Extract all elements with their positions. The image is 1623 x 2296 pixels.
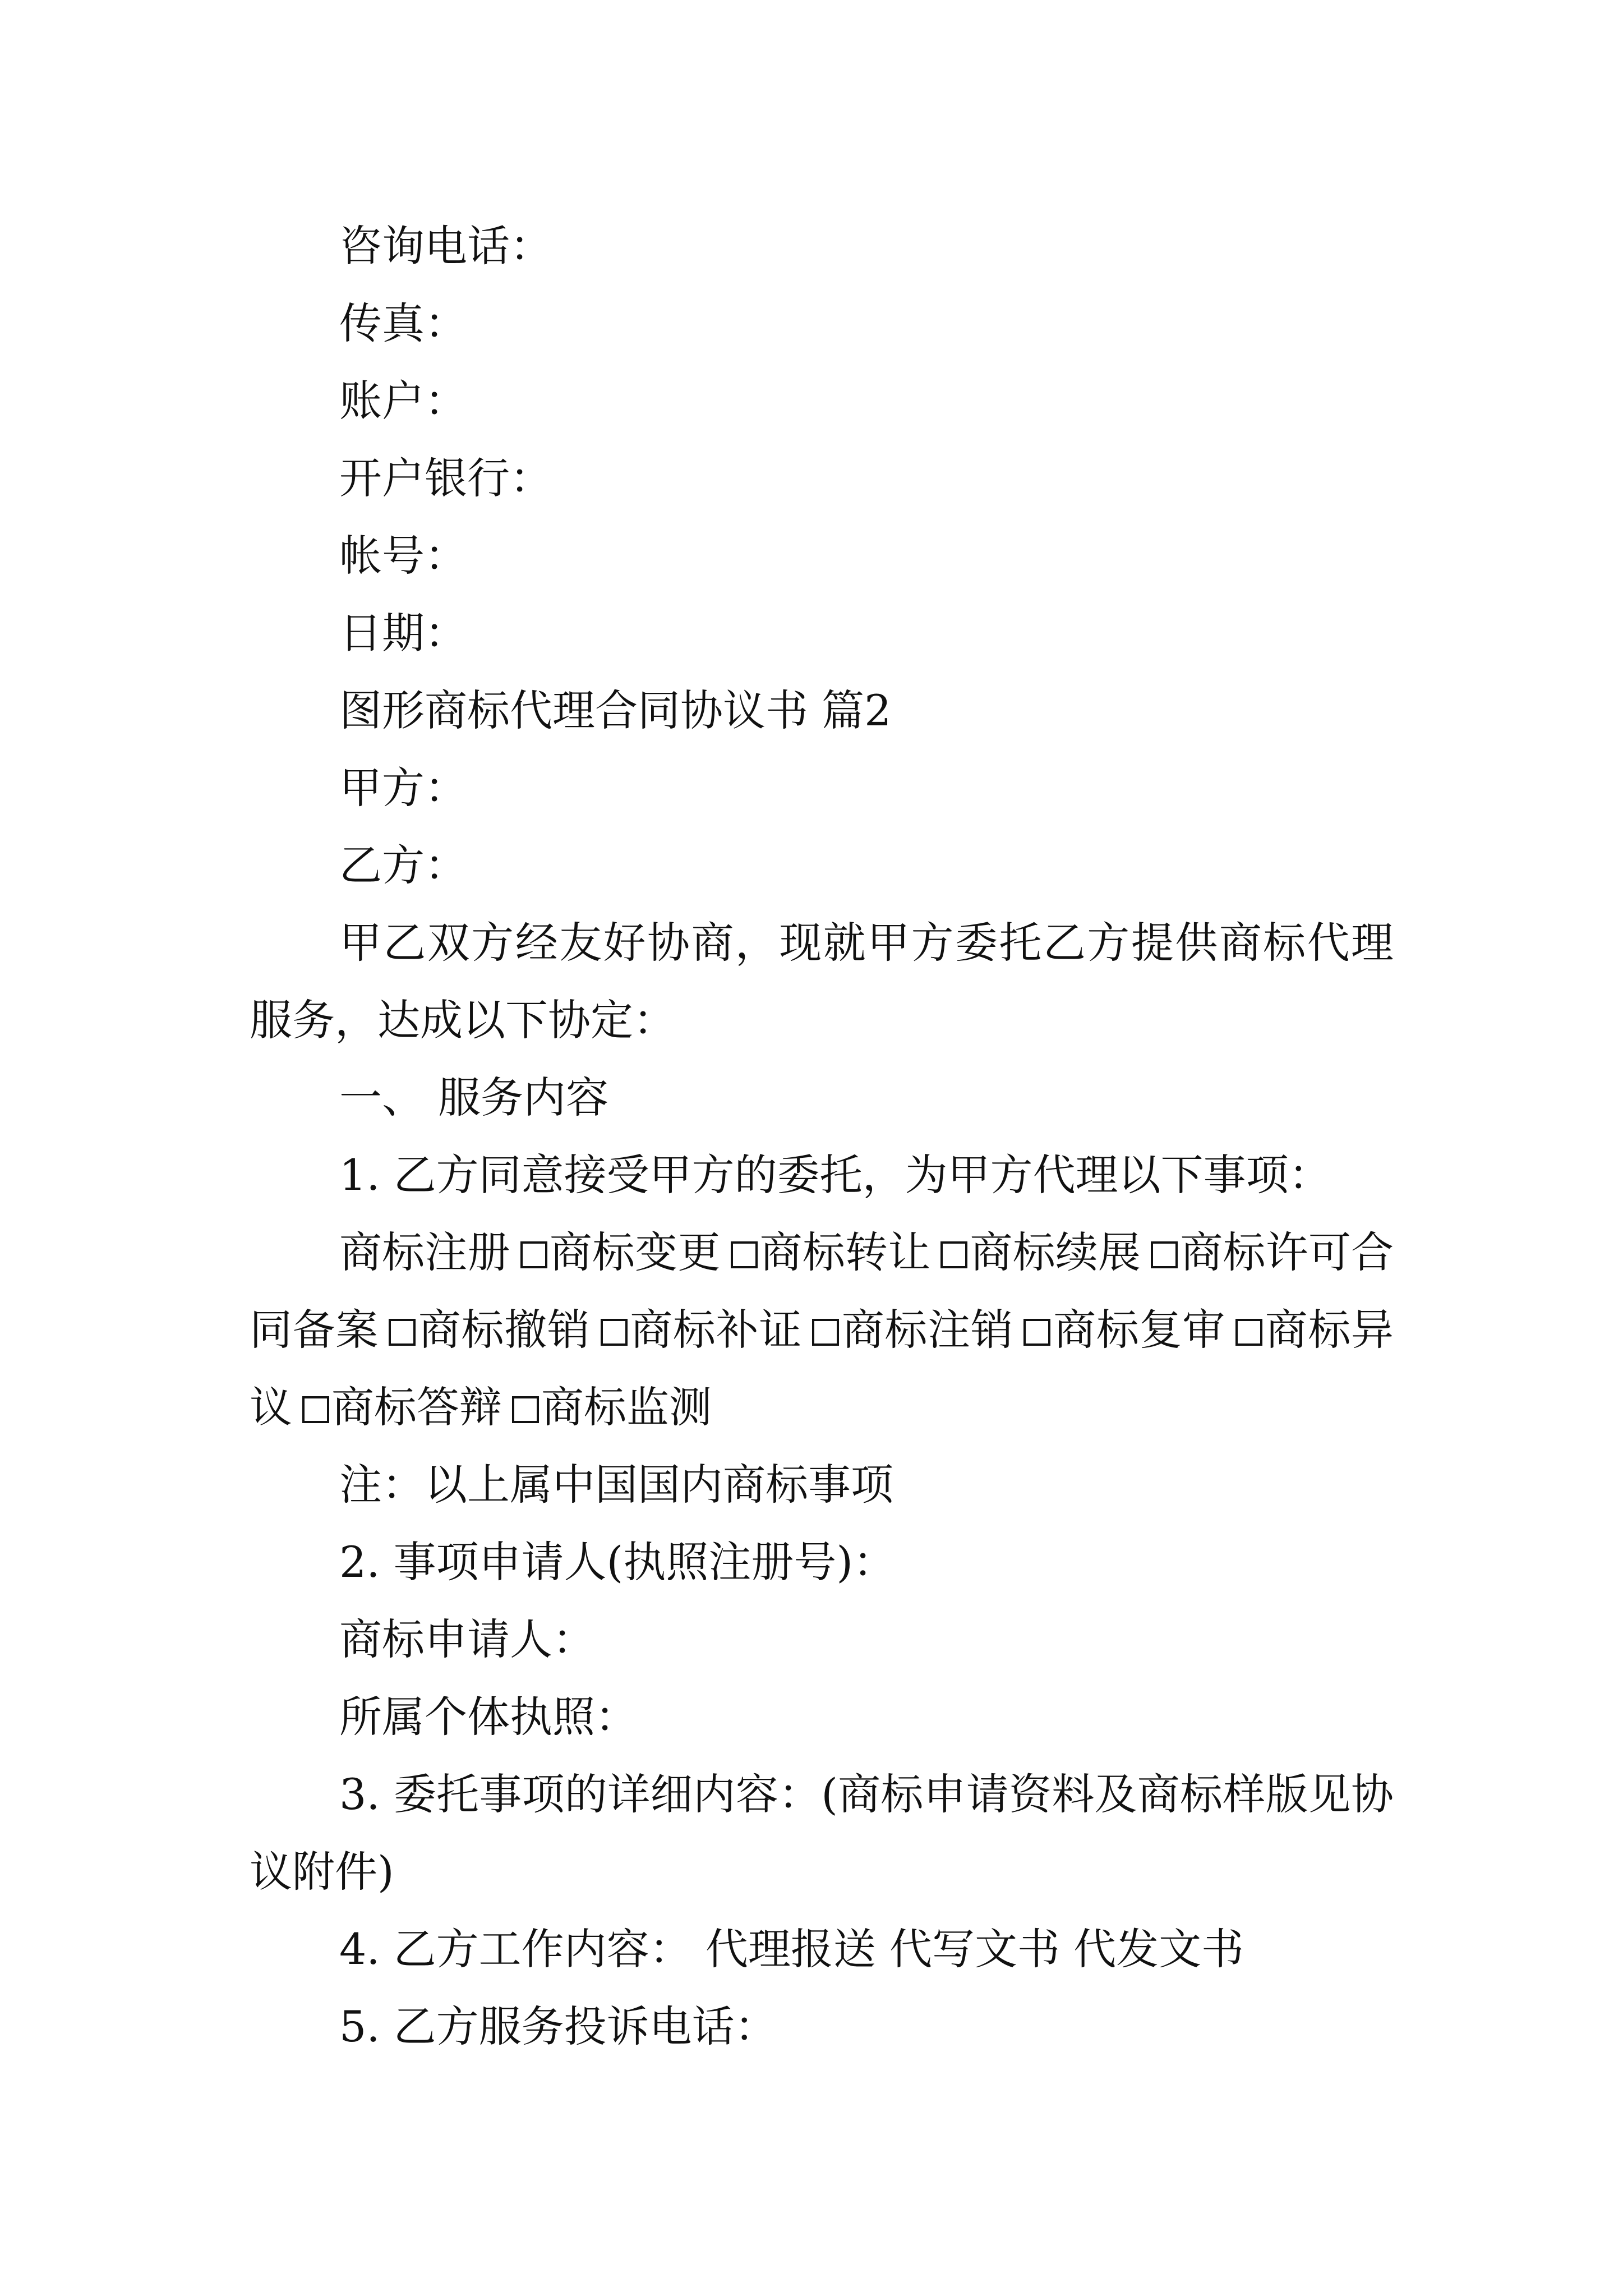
party-a-line: 甲方：	[339, 763, 467, 813]
service-options	[250, 1214, 1394, 1446]
checkbox-icon[interactable]	[389, 1319, 416, 1346]
service-option: 商标注册	[339, 1227, 510, 1277]
note-line: 注：以上属中国国内商标事项	[339, 1460, 893, 1510]
date-line: 日期：	[339, 608, 467, 658]
checkbox-icon[interactable]	[940, 1241, 967, 1268]
item-4: 4. 乙方工作内容： 代理报送 代写文书 代发文书	[339, 1924, 1244, 1974]
account-line: 账户：	[339, 376, 467, 426]
checkbox-icon[interactable]	[1151, 1241, 1178, 1268]
intro-paragraph: 甲乙双方经友好协商，现就甲方委托乙方提供商标代理服务，达成以下协定：	[250, 918, 1394, 1045]
section-one-heading: 一、 服务内容	[339, 1073, 609, 1122]
service-option: 商标许可合同备案	[250, 1227, 1394, 1355]
checkbox-icon[interactable]	[601, 1319, 628, 1346]
party-b-line: 乙方：	[339, 840, 467, 890]
fax-line: 传真：	[339, 298, 467, 348]
item-1: 1. 乙方同意接受甲方的委托，为甲方代理以下事项：	[339, 1150, 1331, 1200]
checkbox-icon[interactable]	[520, 1241, 547, 1268]
checkbox-icon[interactable]	[1023, 1319, 1050, 1346]
service-option: 商标答辩	[331, 1382, 502, 1432]
item-5: 5. 乙方服务投诉电话：	[339, 2001, 777, 2051]
checkbox-icon[interactable]	[302, 1396, 329, 1423]
checkbox-icon[interactable]	[731, 1241, 758, 1268]
contract-title: 图形商标代理合同协议书 篇2	[339, 685, 892, 735]
service-option: 商标续展	[970, 1227, 1141, 1277]
item-3: 3. 委托事项的详细内容：(商标申请资料及商标样版见协议附件)	[250, 1769, 1394, 1897]
service-option: 商标变更	[549, 1227, 721, 1277]
checkbox-icon[interactable]	[512, 1396, 539, 1423]
contract-text	[250, 208, 1394, 2065]
account-number-line: 帐号：	[339, 531, 467, 581]
license-line: 所属个体执照：	[339, 1692, 638, 1742]
service-option: 商标转让	[759, 1227, 931, 1277]
consult-phone-line: 咨询电话：	[339, 221, 552, 271]
checkbox-icon[interactable]	[812, 1319, 839, 1346]
applicant-line: 商标申请人：	[339, 1614, 595, 1664]
service-option: 商标监测	[541, 1382, 712, 1432]
item-2: 2. 事项申请人(执照注册号)：	[339, 1537, 896, 1587]
checkbox-icon[interactable]	[1235, 1319, 1262, 1346]
service-option: 商标撤销	[418, 1305, 591, 1355]
service-option: 商标异议	[250, 1305, 1394, 1432]
service-option: 商标补证	[629, 1305, 803, 1355]
service-option: 商标注销	[841, 1305, 1014, 1355]
service-option: 商标复审	[1053, 1305, 1225, 1355]
bank-line: 开户银行：	[339, 453, 552, 503]
